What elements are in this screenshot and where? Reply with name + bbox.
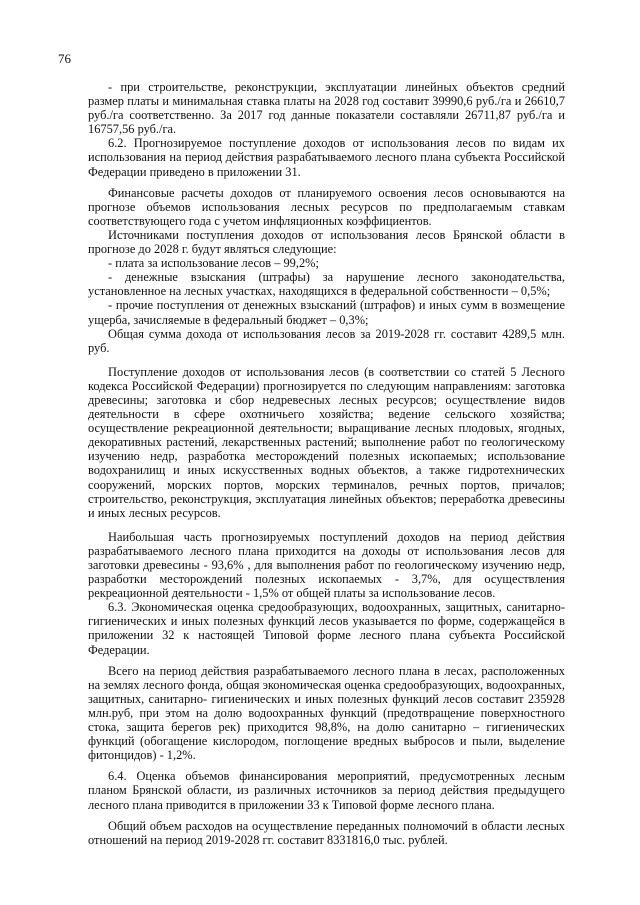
paragraph-financial-calculations: Финансовые расчеты доходов от планируемого освоения лесов основываются на прогнозе объемов использования лесных ресурсов по предполагаемым ставкам соответствующего года с учетом инфляционных коэффициентов. — [88, 185, 565, 228]
list-item-forest-use-fee: - плата за использование лесов – 99,2%; — [108, 256, 319, 271]
paragraph-total-expenditure: Общий объем расходов на осуществление переданных полномочий в области лесных отношений на период 2019-2028 гг. составит 8331816,0 тыс. рублей. — [88, 818, 565, 847]
paragraph-6-4: 6.4. Оценка объемов финансирования мероприятий, предусмотренных лесным планом Брянской области, из различных источников за период действия предыдущего лесного плана приводится в приложении 33 к Типовой форме лесного плана. — [88, 769, 565, 812]
paragraph-largest-share: Наибольшая часть прогнозируемых поступлений доходов на период действия разрабатываемого лесного плана приходится на доходы от использования лесов для заготовки древесины - 93,6% , для выполнения работ по геологическому изучению недр, разработки месторождений полезных ископаемых - 3,7%, для осуществления рекреационной деятельности - 1,5% от общей платы за использование лесов. — [88, 529, 565, 601]
paragraph-6-2: 6.2. Прогнозируемое поступление доходов от использования лесов по видам их использования на период действия разрабатываемого лесного плана субъекта Российской Федерации приведено в приложении 31. — [88, 136, 565, 179]
page-number: 76 — [58, 51, 71, 66]
list-item-other-receipts: - прочие поступления от денежных взысканий (штрафов) и иных сумм в возмещение ущерба, зачисляемые в федеральный бюджет – 0,3%; — [88, 298, 565, 327]
paragraph-economic-assessment: Всего на период действия разрабатываемого лесного плана в лесах, расположенных на землях лесного фонда, общая экономическая оценка средообразующих, водоохранных, защитных, санитарно- гигиенических и иных полезных функций лесов составит 235928 млн.руб, при этом на долю водоохранных функций (предотвращение поверхностного стока, защита берегов рек) приходится 98,8%, на долю санитарно – гигиенических функций (обогащение кислородом, поглощение вредных выбросов и пыли, выделение фитонцидов) - 1,2%. — [88, 663, 565, 763]
paragraph-linear-objects-fee: - при строительстве, реконструкции, эксплуатации линейных объектов средний размер платы и минимальная ставка платы на 2028 год составит 39990,6 руб./га и 26610,7 руб./га соответственно. За 2017 год данные показатели составляли 26711,87 руб./га и 16757,56 руб./га. — [88, 80, 565, 137]
paragraph-6-3: 6.3. Экономическая оценка средообразующих, водоохранных, защитных, санитарно-гигиенических и иных полезных функций лесов указывается по форме, содержащейся в приложении 32 к настоящей Типовой форме лесного плана субъекта Российской Федерации. — [88, 600, 565, 657]
paragraph-income-sources-intro: Источниками поступления доходов от использования лесов Брянской области в прогнозе до 2028 г. будут являться следующие: — [88, 227, 565, 257]
paragraph-total-income: Общая сумма дохода от использования лесов за 2019-2028 гг. составит 4289,5 млн. руб. — [88, 326, 565, 355]
list-item-fines: - денежные взыскания (штрафы) за нарушение лесного законодательства, установленное на лесных участках, находящихся в федеральной собственности – 0,5%; — [88, 270, 565, 299]
document-body — [88, 80, 565, 847]
paragraph-income-directions: Поступление доходов от использования лесов (в соответствии со статей 5 Лесного кодекса Российской Федерации) прогнозируется по следующим направлениям: заготовка древесины; заготовка и сбор недревесных лесных ресурсов; осуществление видов деятельности в сфере охотничьего хозяйства; ведение сельского хозяйства; осуществление рекреационной деятельности; выращивание лесных плодовых, ягодных, декоративных растений, лекарственных растений; выполнение работ по геологическому изучению недр, разработка месторождений полезных ископаемых; использование водохранилищ и иных искусственных водных объектов, а также гидротехнических сооружений, морских портов, морских терминалов, речных портов, причалов; строительство, реконструкция, эксплуатация линейных объектов; переработка древесины и иных лесных ресурсов. — [88, 364, 565, 520]
